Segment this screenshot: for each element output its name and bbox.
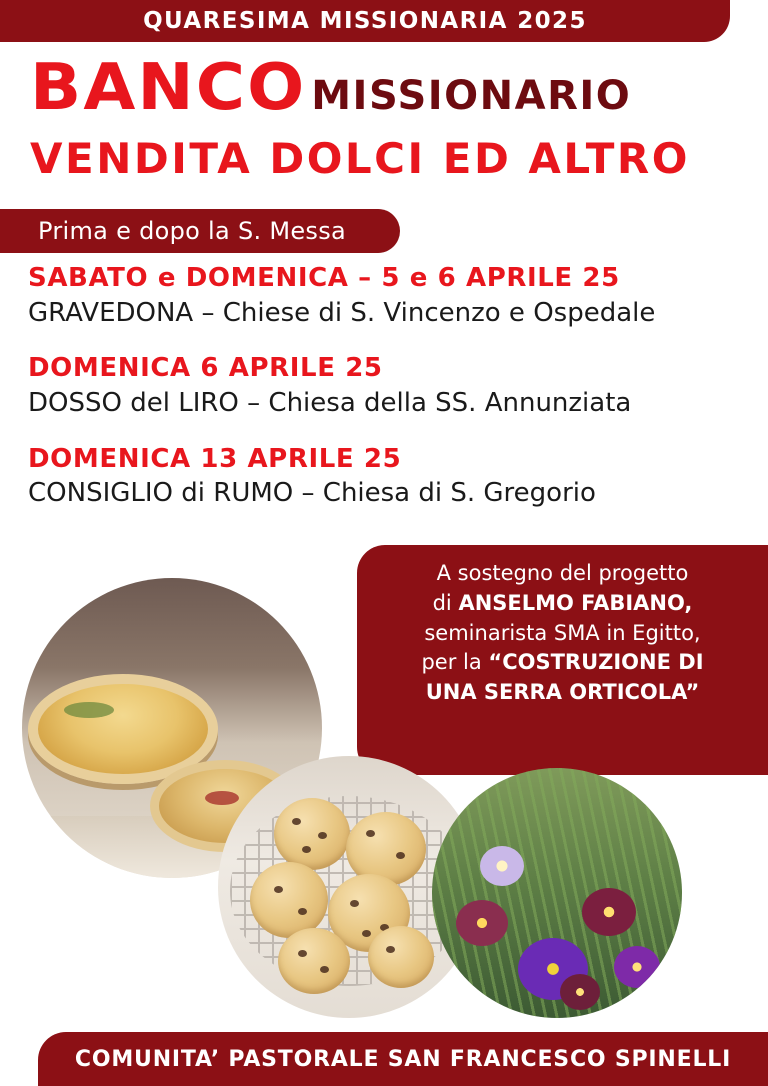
- schedule-note-text: Prima e dopo la S. Messa: [38, 217, 347, 245]
- pansy-flower: [456, 900, 508, 946]
- cookie-shape: [368, 926, 434, 988]
- event-date: DOMENICA 13 APRILE 25: [28, 443, 402, 474]
- schedule-note-pill: [0, 209, 400, 253]
- pansy-flower: [560, 974, 600, 1010]
- project-line-4: [379, 648, 746, 678]
- photo-flowers: [432, 768, 682, 1018]
- top-banner-text: QUARESIMA MISSIONARIA 2025: [143, 8, 587, 34]
- project-beneficiary-name: ANSELMO FABIANO,: [458, 590, 693, 615]
- photo-flowers-image: [432, 768, 682, 1018]
- cookie-shape: [274, 798, 350, 870]
- project-line-1: A sostegno del progetto: [436, 561, 689, 585]
- project-line-2: [379, 589, 746, 619]
- event-date: DOMENICA 6 APRILE 25: [28, 353, 383, 384]
- cookie-shape: [250, 862, 328, 938]
- event-list: [28, 262, 740, 533]
- cookie-shape: [278, 928, 350, 994]
- title-subtitle: VENDITA DOLCI ED ALTRO: [30, 134, 690, 183]
- project-line-3: seminarista SMA in Egitto,: [424, 620, 701, 645]
- list-item: [28, 262, 740, 330]
- project-title-part-1: “COSTRUZIONE DI: [488, 650, 704, 675]
- title-main-suffix: MISSIONARIO: [311, 73, 632, 119]
- project-support-box: [357, 545, 768, 775]
- event-place: DOSSO del LIRO – Chiesa della SS. Annunziata: [28, 387, 632, 418]
- project-line-2-prefix: di: [432, 590, 459, 615]
- pansy-flower: [614, 946, 660, 988]
- list-item: [28, 443, 740, 511]
- top-banner: [0, 0, 730, 42]
- project-line-4-prefix: per la: [421, 650, 489, 675]
- title-main: BANCO: [30, 51, 307, 125]
- event-place: CONSIGLIO di RUMO – Chiesa di S. Gregorio: [28, 478, 596, 509]
- pansy-flower: [582, 888, 636, 936]
- bottom-banner-text: COMUNITA’ PASTORALE SAN FRANCESCO SPINELLI: [74, 1046, 732, 1072]
- bottom-banner: [38, 1032, 768, 1086]
- event-date: SABATO e DOMENICA – 5 e 6 APRILE 25: [28, 263, 620, 293]
- event-place: GRAVEDONA – Chiese di S. Vincenzo e Ospedale: [28, 297, 656, 328]
- pansy-flower: [480, 846, 524, 886]
- project-title-part-2: UNA SERRA ORTICOLA”: [425, 680, 700, 705]
- poster-title: [30, 51, 632, 125]
- list-item: [28, 352, 740, 420]
